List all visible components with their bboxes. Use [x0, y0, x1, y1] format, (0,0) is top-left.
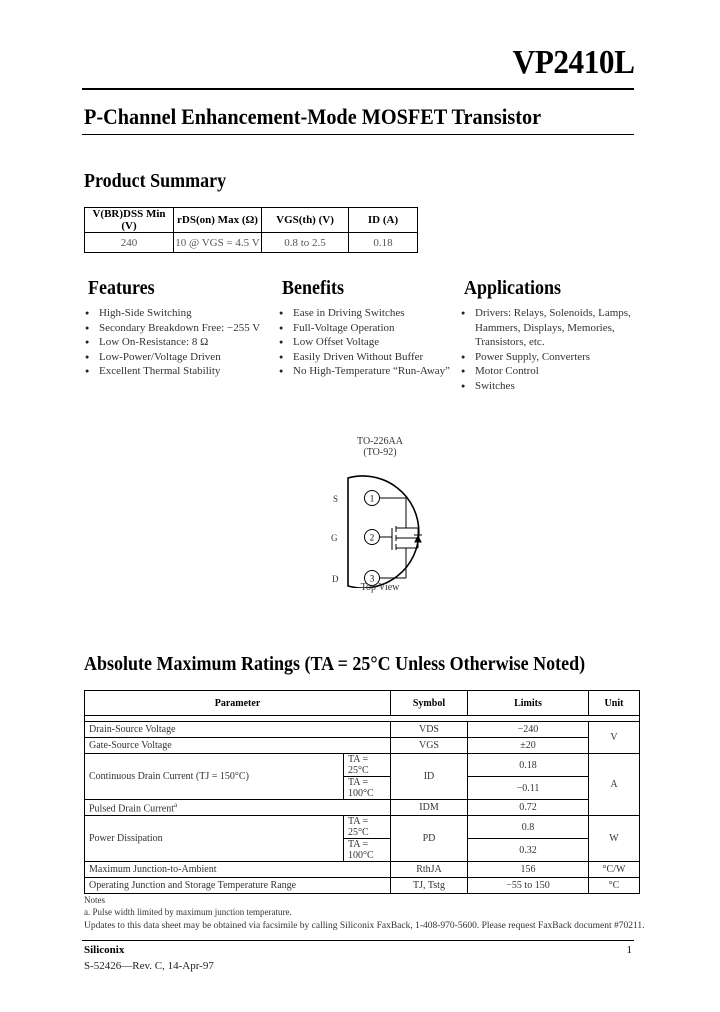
amr-param: Pulsed Drain Current$^a$ — [85, 800, 391, 816]
amr-unit: °C — [589, 878, 640, 894]
amr-header-parameter: Parameter — [85, 691, 391, 716]
list-item: ● Low-Power/Voltage Driven — [84, 350, 264, 365]
update-notice: Updates to this data sheet may be obtained via facsimile by calling Siliconix FaxBack, 1-408-970-5600. Please request FaxBack document #70211. — [84, 921, 645, 931]
applications-section — [460, 277, 640, 394]
company-name: Siliconix — [84, 944, 125, 956]
notes — [84, 894, 292, 918]
pin-2-number: 2 — [369, 532, 375, 543]
page-title: P-Channel Enhancement-Mode MOSFET Transistor — [84, 104, 542, 129]
amr-symbol: IDM — [391, 800, 468, 816]
amr-header-symbol: Symbol — [391, 691, 468, 716]
amr-limit: 0.8 — [468, 816, 589, 839]
list-item: ● Power Supply, Converters — [460, 350, 640, 365]
ps-header-vbrdss: V(BR)DSS Min (V) — [85, 208, 174, 233]
amr-limit: −55 to 150 — [468, 878, 589, 894]
amr-limit: ±20 — [468, 738, 589, 754]
amr-condition: TA = 25°C — [344, 754, 391, 777]
ps-header-rdson: rDS(on) Max (Ω) — [174, 208, 262, 233]
pin-label-s: S — [333, 494, 339, 504]
ps-cell-vbrdss: 240 — [85, 233, 174, 253]
amr-symbol: RthJA — [391, 862, 468, 878]
title-rule — [82, 134, 634, 135]
ps-header-vgsth: VGS(th) (V) — [262, 208, 349, 233]
list-item: ● High-Side Switching — [84, 306, 264, 321]
mosfet-symbol — [380, 498, 422, 578]
list-item: ● Full-Voltage Operation — [278, 321, 458, 336]
package-alt-name: (TO-92) — [363, 447, 397, 458]
footnote-marker: a — [174, 800, 178, 809]
amr-limit: 156 — [468, 862, 589, 878]
applications-title: Applications — [464, 277, 562, 299]
product-summary-title: Product Summary — [84, 170, 227, 192]
amr-param: Gate-Source Voltage — [85, 738, 391, 754]
ps-cell-id: 0.18 — [349, 233, 418, 253]
amr-unit: V — [589, 722, 640, 754]
amr-header-limits: Limits — [468, 691, 589, 716]
pin-3-number: 3 — [369, 573, 375, 584]
list-item: ● Low On-Resistance: 8 Ω — [84, 335, 264, 350]
amr-limit: 0.32 — [468, 839, 589, 862]
amr-symbol: VDS — [391, 722, 468, 738]
amr-limit: 0.72 — [468, 800, 589, 816]
ps-cell-rdson: 10 @ VGS = 4.5 V — [174, 233, 262, 253]
page-number: 1 — [626, 944, 632, 956]
ps-header-id: ID (A) — [349, 208, 418, 233]
notes-title: Notes — [84, 895, 105, 905]
features-title: Features — [88, 277, 155, 299]
package-outline — [348, 476, 419, 588]
pin-1-number: 1 — [369, 493, 375, 504]
amr-symbol: TJ, Tstg — [391, 878, 468, 894]
amr-symbol: VGS — [391, 738, 468, 754]
amr-unit: A — [589, 754, 640, 816]
benefits-title: Benefits — [282, 277, 345, 299]
product-summary-table — [84, 207, 418, 253]
benefits-section — [278, 277, 458, 379]
list-item: ● Excellent Thermal Stability — [84, 364, 264, 379]
list-item: ● Ease in Driving Switches — [278, 306, 458, 321]
amr-param: Operating Junction and Storage Temperature Range — [85, 878, 391, 894]
table-row — [85, 722, 640, 738]
table-row — [85, 862, 640, 878]
footer-rule — [82, 940, 634, 941]
ps-cell-vgsth: 0.8 to 2.5 — [262, 233, 349, 253]
list-item: ● Low Offset Voltage — [278, 335, 458, 350]
list-item: ● Motor Control — [460, 364, 640, 379]
amr-condition: TA = 100°C — [344, 839, 391, 862]
amr-symbol: ID — [391, 754, 468, 800]
top-view-label: Top View — [360, 582, 400, 593]
amr-symbol: PD — [391, 816, 468, 862]
amr-condition: TA = 100°C — [344, 777, 391, 800]
amr-header-unit: Unit — [589, 691, 640, 716]
amr-param: Drain-Source Voltage — [85, 722, 391, 738]
table-row — [85, 738, 640, 754]
pin-label-g: G — [331, 533, 338, 543]
amr-limit: −0.11 — [468, 777, 589, 800]
amr-limit: 0.18 — [468, 754, 589, 777]
document-number: S-52426—Rev. C, 14-Apr-97 — [84, 960, 214, 972]
amr-param: Continuous Drain Current (TJ = 150°C) — [85, 754, 344, 800]
list-item: ● Secondary Breakdown Free: −255 V — [84, 321, 264, 336]
amr-unit: W — [589, 816, 640, 862]
features-section — [84, 277, 264, 379]
amr-limit: −240 — [468, 722, 589, 738]
to92-package-svg — [300, 458, 460, 588]
package-diagram — [300, 436, 460, 606]
pin-label-d: D — [332, 574, 339, 584]
amr-condition: TA = 25°C — [344, 816, 391, 839]
table-row — [85, 878, 640, 894]
list-item: ● No High-Temperature “Run-Away” — [278, 364, 458, 379]
part-number: VP2410L — [512, 44, 634, 81]
amr-param: Power Dissipation — [85, 816, 344, 862]
amr-unit: °C/W — [589, 862, 640, 878]
header-rule — [82, 88, 634, 90]
note-a: a. Pulse width limited by maximum junction temperature. — [84, 907, 292, 917]
amr-param: Maximum Junction-to-Ambient — [85, 862, 391, 878]
list-item: ● Switches — [460, 379, 640, 394]
list-item: ● Drivers: Relays, Solenoids, Lamps, Hammers, Displays, Memories, Transistors, etc. — [460, 306, 640, 350]
amr-table — [84, 690, 640, 894]
package-name: TO-226AA — [357, 436, 403, 447]
table-row — [85, 800, 640, 816]
amr-title: Absolute Maximum Ratings (TA = 25°C Unless Otherwise Noted) — [84, 653, 586, 675]
table-row — [85, 816, 640, 839]
list-item: ● Easily Driven Without Buffer — [278, 350, 458, 365]
table-row — [85, 754, 640, 777]
